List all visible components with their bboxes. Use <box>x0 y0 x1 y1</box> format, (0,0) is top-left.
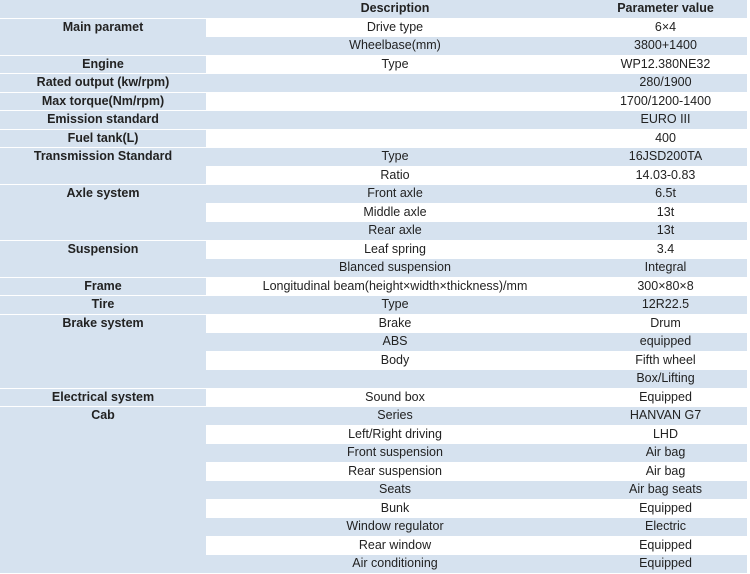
description-cell: Wheelbase(mm) <box>206 37 584 56</box>
description-cell: Longitudinal beam(height×width×thickness)/mm <box>206 277 584 296</box>
header-description: Description <box>206 0 584 18</box>
description-cell: Front suspension <box>206 444 584 463</box>
description-cell: Sound box <box>206 388 584 407</box>
group-label: Suspension <box>0 240 206 277</box>
header-blank-cell <box>0 0 206 18</box>
group-label: Rated output (kw/rpm) <box>0 74 206 93</box>
description-cell: Rear suspension <box>206 462 584 481</box>
group-label: Max torque(Nm/rpm) <box>0 92 206 111</box>
group-label: Engine <box>0 55 206 74</box>
description-cell: Ratio <box>206 166 584 185</box>
description-cell: Air conditioning <box>206 555 584 574</box>
description-cell <box>206 370 584 389</box>
header-row <box>0 0 747 18</box>
description-cell: Front axle <box>206 185 584 204</box>
description-cell: Body <box>206 351 584 370</box>
description-cell: Bunk <box>206 499 584 518</box>
value-cell: Air bag <box>584 462 747 481</box>
description-cell <box>206 129 584 148</box>
description-cell: Series <box>206 407 584 426</box>
group-label: Fuel tank(L) <box>0 129 206 148</box>
group-label: Transmission Standard <box>0 148 206 185</box>
value-cell: 1700/1200-1400 <box>584 92 747 111</box>
description-cell <box>206 111 584 130</box>
value-cell: Box/Lifting <box>584 370 747 389</box>
value-cell: Fifth wheel <box>584 351 747 370</box>
table-row <box>0 296 747 315</box>
table-row <box>0 277 747 296</box>
table-row <box>0 240 747 259</box>
table-row <box>0 18 747 37</box>
value-cell: 280/1900 <box>584 74 747 93</box>
value-cell: 6×4 <box>584 18 747 37</box>
table-row <box>0 314 747 333</box>
description-cell: Middle axle <box>206 203 584 222</box>
value-cell: Equipped <box>584 499 747 518</box>
description-cell: Seats <box>206 481 584 500</box>
value-cell: Air bag seats <box>584 481 747 500</box>
value-cell: HANVAN G7 <box>584 407 747 426</box>
value-cell: EURO III <box>584 111 747 130</box>
description-cell: ABS <box>206 333 584 352</box>
description-cell: Type <box>206 148 584 167</box>
description-cell: Type <box>206 55 584 74</box>
table-row <box>0 407 747 426</box>
group-label: Frame <box>0 277 206 296</box>
description-cell: Type <box>206 296 584 315</box>
description-cell: Drive type <box>206 18 584 37</box>
value-cell: 400 <box>584 129 747 148</box>
value-cell: 3.4 <box>584 240 747 259</box>
table-row <box>0 92 747 111</box>
value-cell: WP12.380NE32 <box>584 55 747 74</box>
table-row <box>0 388 747 407</box>
description-cell: Window regulator <box>206 518 584 537</box>
value-cell: 14.03-0.83 <box>584 166 747 185</box>
table-row <box>0 129 747 148</box>
description-cell: Rear window <box>206 536 584 555</box>
value-cell: 6.5t <box>584 185 747 204</box>
group-label: Electrical system <box>0 388 206 407</box>
group-label: Emission standard <box>0 111 206 130</box>
description-cell <box>206 74 584 93</box>
value-cell: 13t <box>584 222 747 241</box>
value-cell: Electric <box>584 518 747 537</box>
description-cell: Leaf spring <box>206 240 584 259</box>
value-cell: 13t <box>584 203 747 222</box>
value-cell: Integral <box>584 259 747 278</box>
value-cell: Equipped <box>584 555 747 574</box>
group-label: Brake system <box>0 314 206 388</box>
description-cell <box>206 92 584 111</box>
description-cell: Left/Right driving <box>206 425 584 444</box>
header-parameter-value: Parameter value <box>584 0 747 18</box>
table-row <box>0 185 747 204</box>
description-cell: Blanced suspension <box>206 259 584 278</box>
group-label: Cab <box>0 407 206 574</box>
value-cell: Equipped <box>584 388 747 407</box>
value-cell: 300×80×8 <box>584 277 747 296</box>
group-label: Axle system <box>0 185 206 241</box>
table-row <box>0 55 747 74</box>
group-label: Tire <box>0 296 206 315</box>
spec-table-body <box>0 18 747 573</box>
description-cell: Rear axle <box>206 222 584 241</box>
table-row <box>0 111 747 130</box>
description-cell: Brake <box>206 314 584 333</box>
table-row <box>0 74 747 93</box>
value-cell: 16JSD200TA <box>584 148 747 167</box>
group-label: Main paramet <box>0 18 206 55</box>
value-cell: Air bag <box>584 444 747 463</box>
value-cell: Drum <box>584 314 747 333</box>
table-row <box>0 148 747 167</box>
value-cell: Equipped <box>584 536 747 555</box>
value-cell: 3800+1400 <box>584 37 747 56</box>
value-cell: LHD <box>584 425 747 444</box>
value-cell: 12R22.5 <box>584 296 747 315</box>
value-cell: equipped <box>584 333 747 352</box>
